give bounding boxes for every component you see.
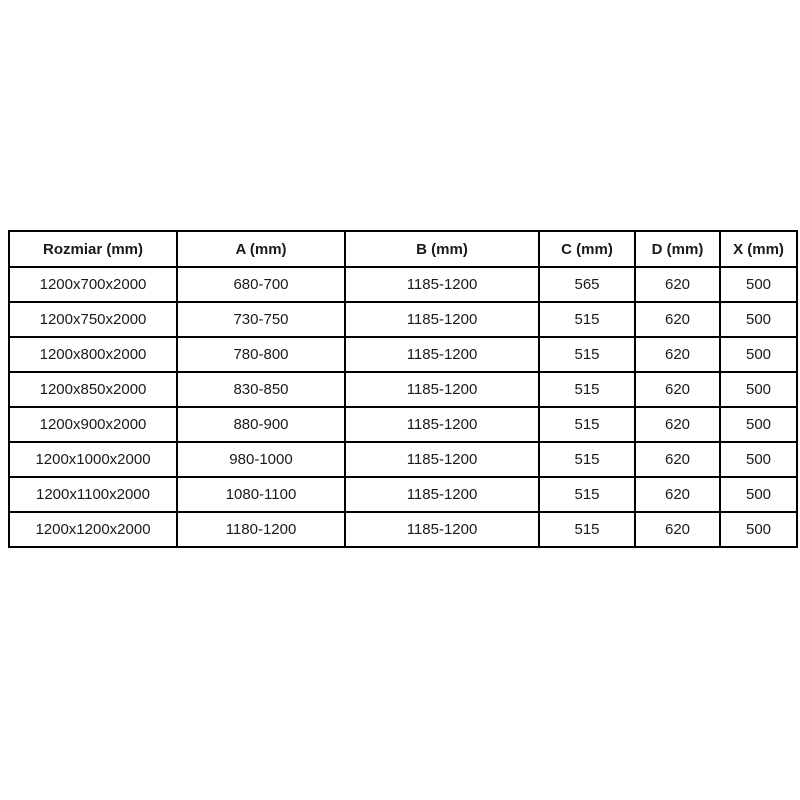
- table-cell: 515: [539, 512, 635, 547]
- table-cell: 515: [539, 302, 635, 337]
- table-row: [9, 372, 797, 407]
- table-row: [9, 337, 797, 372]
- table-cell: 1185-1200: [345, 477, 539, 512]
- table-cell: 1185-1200: [345, 512, 539, 547]
- table-cell: 1200x1100x2000: [9, 477, 177, 512]
- table-cell: 1200x900x2000: [9, 407, 177, 442]
- table-cell: 565: [539, 267, 635, 302]
- column-header-0: Rozmiar (mm): [9, 231, 177, 267]
- table-cell: 780-800: [177, 337, 345, 372]
- table-cell: 1185-1200: [345, 442, 539, 477]
- table-cell: 1200x800x2000: [9, 337, 177, 372]
- table-cell: 500: [720, 372, 797, 407]
- dimensions-table-container: [8, 230, 796, 548]
- table-cell: 620: [635, 442, 720, 477]
- table-cell: 620: [635, 372, 720, 407]
- table-cell: 1185-1200: [345, 337, 539, 372]
- table-cell: 515: [539, 442, 635, 477]
- table-row: [9, 512, 797, 547]
- table-cell: 620: [635, 407, 720, 442]
- table-cell: 500: [720, 267, 797, 302]
- table-cell: 515: [539, 337, 635, 372]
- table-cell: 680-700: [177, 267, 345, 302]
- table-cell: 1200x850x2000: [9, 372, 177, 407]
- table-row: [9, 267, 797, 302]
- table-cell: 500: [720, 337, 797, 372]
- table-cell: 1200x1200x2000: [9, 512, 177, 547]
- table-cell: 730-750: [177, 302, 345, 337]
- table-cell: 620: [635, 302, 720, 337]
- table-cell: 1185-1200: [345, 267, 539, 302]
- table-cell: 830-850: [177, 372, 345, 407]
- table-cell: 980-1000: [177, 442, 345, 477]
- table-cell: 500: [720, 477, 797, 512]
- table-cell: 880-900: [177, 407, 345, 442]
- column-header-2: B (mm): [345, 231, 539, 267]
- table-row: [9, 442, 797, 477]
- table-cell: 1200x700x2000: [9, 267, 177, 302]
- table-cell: 620: [635, 477, 720, 512]
- table-cell: 500: [720, 512, 797, 547]
- table-cell: 515: [539, 372, 635, 407]
- table-cell: 620: [635, 512, 720, 547]
- table-cell: 515: [539, 407, 635, 442]
- table-cell: 1185-1200: [345, 407, 539, 442]
- table-cell: 620: [635, 267, 720, 302]
- table-cell: 1180-1200: [177, 512, 345, 547]
- dimensions-table: [8, 230, 798, 548]
- table-row: [9, 477, 797, 512]
- table-cell: 620: [635, 337, 720, 372]
- table-cell: 1185-1200: [345, 302, 539, 337]
- column-header-3: C (mm): [539, 231, 635, 267]
- table-row: [9, 302, 797, 337]
- table-cell: 515: [539, 477, 635, 512]
- table-body: [9, 267, 797, 547]
- table-cell: 500: [720, 442, 797, 477]
- table-row: [9, 407, 797, 442]
- column-header-4: D (mm): [635, 231, 720, 267]
- column-header-5: X (mm): [720, 231, 797, 267]
- table-cell: 1080-1100: [177, 477, 345, 512]
- table-cell: 500: [720, 302, 797, 337]
- table-cell: 500: [720, 407, 797, 442]
- table-cell: 1200x1000x2000: [9, 442, 177, 477]
- column-header-1: A (mm): [177, 231, 345, 267]
- table-header-row: [9, 231, 797, 267]
- table-cell: 1200x750x2000: [9, 302, 177, 337]
- table-cell: 1185-1200: [345, 372, 539, 407]
